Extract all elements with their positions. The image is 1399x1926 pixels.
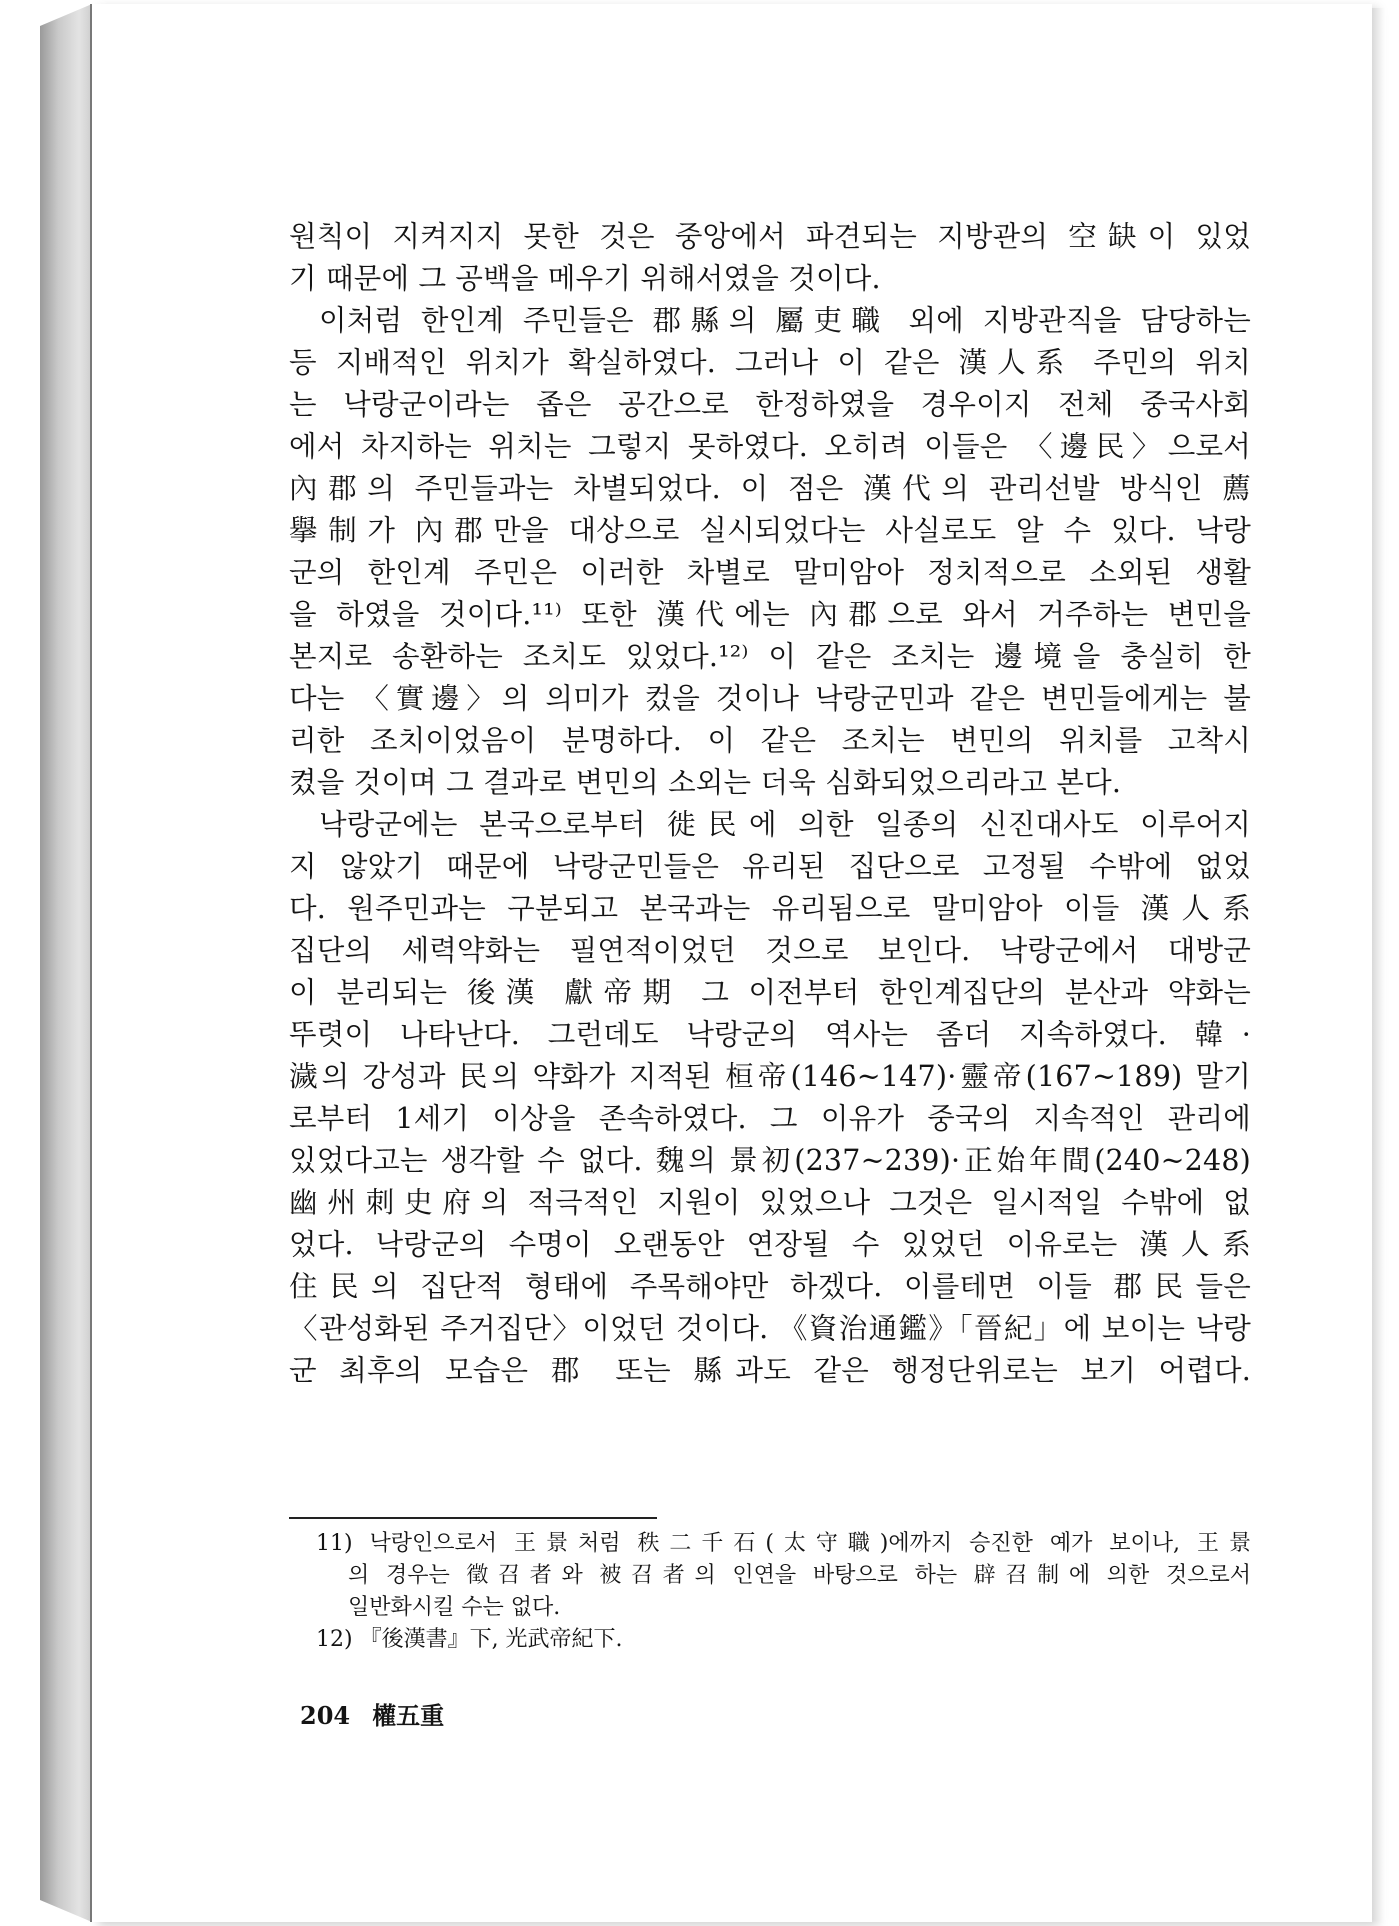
body-line: 는 낙랑군이라는 좁은 공간으로 한정하였을 경우이지 전체 중국사회 [289,388,1251,421]
page-number: 204 [300,1701,351,1730]
body-line: 〈관성화된 주거집단〉이었던 것이다. 《資治通鑑》「晉紀」에 보이는 낙랑 [289,1312,1251,1345]
body-line: 幽州刺史府의 적극적인 지원이 있었으나 그것은 일시적일 수밖에 없 [289,1186,1251,1219]
footnote-line: 11) 낙랑인으로서 王景처럼 秩二千石(太守職)에까지 승진한 예가 보이나, 王景 [316,1531,1251,1556]
body-line: 다는 〈實邊〉의 의미가 컸을 것이나 낙랑군민과 같은 변민들에게는 불 [289,682,1251,715]
body-line: 낙랑군에는 본국으로부터 徙民에 의한 일종의 신진대사도 이루어지 [319,808,1251,841]
body-line: 이처럼 한인계 주민들은 郡縣의 屬吏職 외에 지방관직을 담당하는 [319,304,1251,337]
body-line: 켰을 것이며 그 결과로 변민의 소외는 더욱 심화되었으리라고 본다. [289,766,1122,799]
body-line: 로부터 1세기 이상을 존속하였다. 그 이유가 중국의 지속적인 관리에 [289,1102,1251,1135]
body-line: 지 않았기 때문에 낙랑군민들은 유리된 집단으로 고정될 수밖에 없었 [289,850,1251,883]
footnote-line: 의 경우는 徵召者와 被召者의 인연을 바탕으로 하는 辟召制에 의한 것으로서 [348,1563,1251,1588]
body-line: 濊의 강성과 民의 약화가 지적된 桓帝(146~147)·靈帝(167~189) 말기 [289,1060,1251,1093]
book-page-stack-edge [40,4,92,1922]
running-author: 權五重 [372,1701,445,1730]
body-line: 리한 조치이었음이 분명하다. 이 같은 조치는 변민의 위치를 고착시 [289,724,1251,757]
body-line: 었다. 낙랑군의 수명이 오랜동안 연장될 수 있었던 이유로는 漢人系 [289,1228,1251,1261]
body-line: 뚜렷이 나타난다. 그런데도 낙랑군의 역사는 좀더 지속하였다. 韓· [289,1018,1251,1051]
body-line: 住民의 집단적 형태에 주목해야만 하겠다. 이를테면 이들 郡民들은 [289,1270,1251,1303]
footnote-line: 12) 『後漢書』下, 光武帝紀下. [316,1627,623,1652]
body-text [289,216,1251,1392]
body-line: 에서 차지하는 위치는 그렇지 못하였다. 오히려 이들은 〈邊民〉으로서 [289,430,1251,463]
body-line: 을 하였을 것이다.¹¹⁾ 또한 漢代에는 內郡으로 와서 거주하는 변민을 [289,598,1251,631]
body-line: 이 분리되는 後漢 獻帝期 그 이전부터 한인계집단의 분산과 약화는 [289,976,1251,1009]
body-line: 기 때문에 그 공백을 메우기 위해서였을 것이다. [289,262,881,295]
body-line: 다. 원주민과는 구분되고 본국과는 유리됨으로 말미암아 이들 漢人系 [289,892,1251,925]
footnotes [316,1528,1251,1656]
body-line: 등 지배적인 위치가 확실하였다. 그러나 이 같은 漢人系 주민의 위치 [289,346,1251,379]
page-shadow [1372,8,1386,1920]
body-line: 본지로 송환하는 조치도 있었다.¹²⁾ 이 같은 조치는 邊境을 충실히 한 [289,640,1251,673]
body-line: 있었다고는 생각할 수 없다. 魏의 景初(237~239)·正始年間(240~248) [289,1144,1251,1177]
body-line: 원칙이 지켜지지 못한 것은 중앙에서 파견되는 지방관의 空缺이 있었 [289,220,1251,253]
page-folio [300,1696,466,1731]
footnote-line: 일반화시킬 수는 없다. [348,1595,561,1620]
body-line: 군 최후의 모습은 郡 또는 縣과도 같은 행정단위로는 보기 어렵다. [289,1354,1251,1387]
footnote-divider [289,1517,657,1519]
body-line: 內郡의 주민들과는 차별되었다. 이 점은 漢代의 관리선발 방식인 薦 [289,472,1251,505]
body-line: 擧制가 內郡만을 대상으로 실시되었다는 사실로도 알 수 있다. 낙랑 [289,514,1251,547]
body-line: 군의 한인계 주민은 이러한 차별로 말미암아 정치적으로 소외된 생활 [289,556,1251,589]
body-line: 집단의 세력약화는 필연적이었던 것으로 보인다. 낙랑군에서 대방군 [289,934,1251,967]
